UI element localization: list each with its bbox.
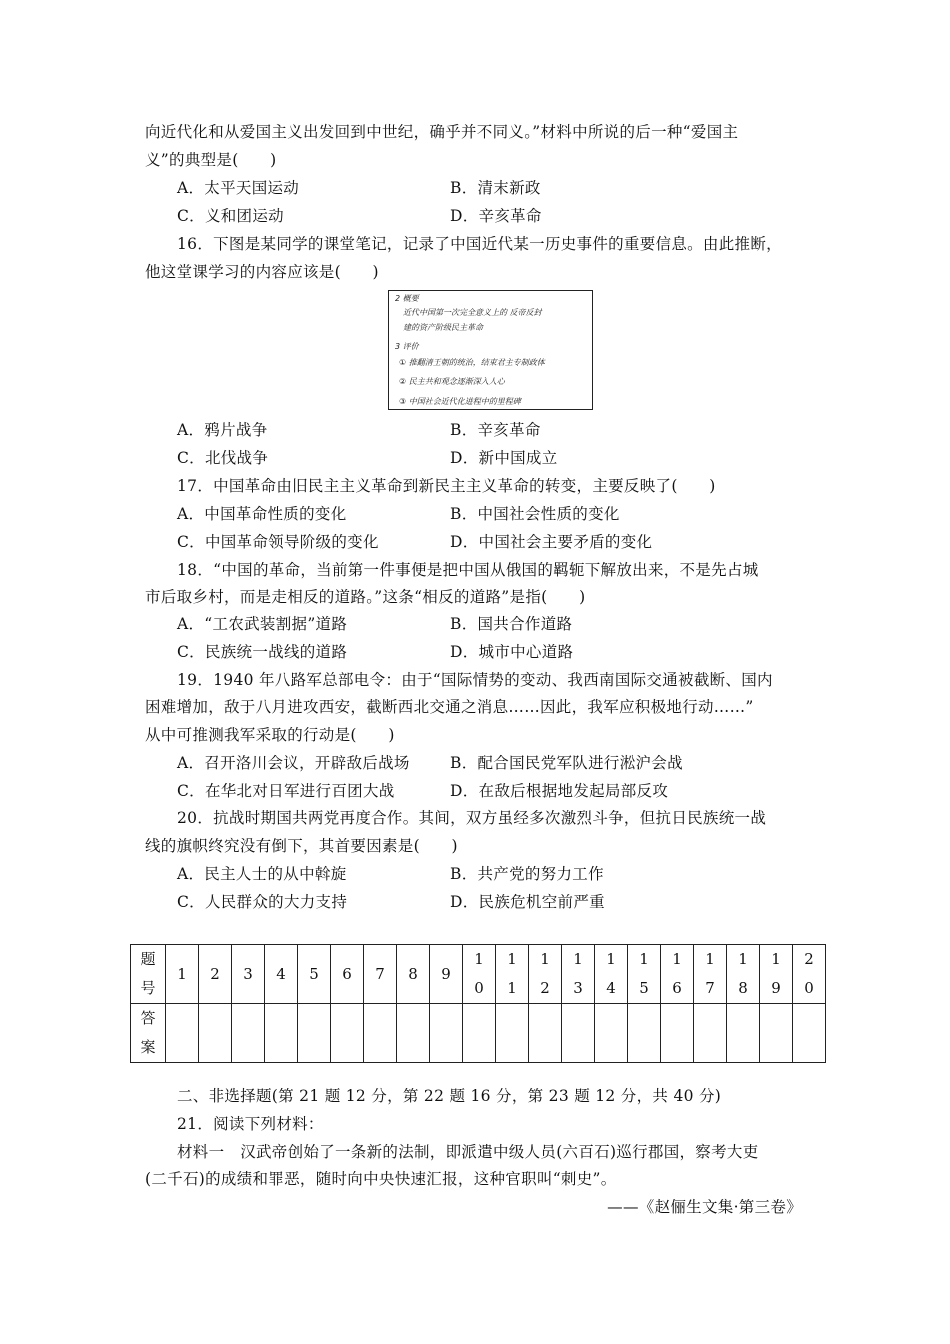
notes-line: ③ 中国社会近代化进程中的里程碑 — [399, 397, 521, 406]
answer-cell[interactable] — [298, 1004, 331, 1063]
number-cell: 1 0 — [463, 945, 496, 1004]
notes-line: 2 概要 — [395, 294, 419, 303]
question-number-row — [131, 945, 826, 1004]
q15-option-b: B．清末新政 — [450, 179, 541, 197]
number-cell: 1 5 — [628, 945, 661, 1004]
number-cell: 4 — [265, 945, 298, 1004]
answer-cell[interactable] — [628, 1004, 661, 1063]
q18-option-a: A．“工农武装割据”道路 — [177, 615, 348, 633]
number-cell: 7 — [364, 945, 397, 1004]
notes-line: 建的资产阶级民主革命 — [403, 323, 483, 332]
q19-option-d: D．在敌后根据地发起局部反攻 — [450, 782, 669, 800]
q16-option-d: D．新中国成立 — [450, 449, 558, 467]
number-cell: 1 9 — [760, 945, 793, 1004]
q20-stem-line-1: 20．抗战时期国共两党再度合作。其间，双方虽经多次激烈斗争，但抗日民族统一战 — [177, 809, 767, 827]
q18-option-b: B．国共合作道路 — [450, 615, 573, 633]
q17-option-a: A．中国革命性质的变化 — [177, 505, 347, 523]
answer-cell[interactable] — [331, 1004, 364, 1063]
answer-cell[interactable] — [727, 1004, 760, 1063]
number-cell: 1 — [166, 945, 199, 1004]
answer-cell[interactable] — [595, 1004, 628, 1063]
answer-cell[interactable] — [463, 1004, 496, 1063]
number-cell: 2 — [199, 945, 232, 1004]
q20-option-a: A．民主人士的从中斡旋 — [177, 865, 347, 883]
number-cell: 6 — [331, 945, 364, 1004]
material-1-source: ——《赵俪生文集·第三卷》 — [607, 1198, 802, 1216]
number-cell: 1 8 — [727, 945, 760, 1004]
notes-line: ② 民主共和观念逐渐深入人心 — [399, 377, 505, 386]
header-cell: 答 案 — [131, 1004, 166, 1063]
q17-option-d: D．中国社会主要矛盾的变化 — [450, 533, 653, 551]
q20-option-c: C．人民群众的大力支持 — [177, 893, 348, 911]
answer-cell[interactable] — [793, 1004, 826, 1063]
number-cell: 3 — [232, 945, 265, 1004]
notes-line: 近代中国第一次完全意义上的 反帝反封 — [403, 308, 542, 317]
number-cell: 1 1 — [496, 945, 529, 1004]
answer-cell[interactable] — [265, 1004, 298, 1063]
answer-cell[interactable] — [397, 1004, 430, 1063]
q21-stem: 21．阅读下列材料： — [177, 1115, 324, 1133]
q19-option-a: A．召开洛川会议，开辟敌后战场 — [177, 754, 410, 772]
number-cell: 1 7 — [694, 945, 727, 1004]
material-1-line-2: (二千石)的成绩和罪恶，随时向中央快速汇报，这种官职叫“刺史”。 — [145, 1170, 617, 1188]
class-notes-image — [388, 290, 593, 410]
answer-table — [130, 944, 826, 1063]
answer-cell[interactable] — [694, 1004, 727, 1063]
header-cell: 题 号 — [131, 945, 166, 1004]
q16-option-b: B．辛亥革命 — [450, 421, 541, 439]
q16-stem-line-1: 16．下图是某同学的课堂笔记，记录了中国近代某一历史事件的重要信息。由此推断， — [177, 235, 782, 253]
q20-option-b: B．共产党的努力工作 — [450, 865, 604, 883]
q17-option-c: C．中国革命领导阶级的变化 — [177, 533, 379, 551]
answer-cell[interactable] — [562, 1004, 595, 1063]
q18-option-c: C．民族统一战线的道路 — [177, 643, 348, 661]
section-2-title: 二、非选择题(第 21 题 12 分，第 22 题 16 分，第 23 题 12 分，共 40 分) — [177, 1087, 722, 1105]
q17-option-b: B．中国社会性质的变化 — [450, 505, 620, 523]
q15-option-a: A．太平天国运动 — [177, 179, 300, 197]
q19-stem-line-1: 19．1940 年八路军总部电令：由于“国际情势的变动、我西南国际交通被截断、国内 — [177, 671, 773, 689]
number-cell: 1 6 — [661, 945, 694, 1004]
q19-option-c: C．在华北对日军进行百团大战 — [177, 782, 395, 800]
q19-option-b: B．配合国民党军队进行淞沪会战 — [450, 754, 683, 772]
answer-cell[interactable] — [166, 1004, 199, 1063]
q16-option-a: A．鸦片战争 — [177, 421, 268, 439]
q18-option-d: D．城市中心道路 — [450, 643, 574, 661]
answer-cell[interactable] — [430, 1004, 463, 1063]
number-cell: 1 2 — [529, 945, 562, 1004]
answer-cell[interactable] — [199, 1004, 232, 1063]
answer-row — [131, 1004, 826, 1063]
number-cell: 1 3 — [562, 945, 595, 1004]
number-cell: 2 0 — [793, 945, 826, 1004]
number-cell: 1 4 — [595, 945, 628, 1004]
answer-cell[interactable] — [661, 1004, 694, 1063]
intro-line-1: 向近代化和从爱国主义出发回到中世纪，确乎并不同义。”材料中所说的后一种“爱国主 — [145, 123, 739, 141]
answer-cell[interactable] — [232, 1004, 265, 1063]
q16-option-c: C．北伐战争 — [177, 449, 269, 467]
q17-stem: 17．中国革命由旧民主主义革命到新民主主义革命的转变，主要反映了( ) — [177, 477, 716, 495]
number-cell: 8 — [397, 945, 430, 1004]
answer-cell[interactable] — [364, 1004, 397, 1063]
notes-line: 3 评价 — [395, 342, 419, 351]
q18-stem-line-2: 市后取乡村，而是走相反的道路。”这条“相反的道路”是指( ) — [145, 588, 586, 606]
answer-cell[interactable] — [529, 1004, 562, 1063]
q18-stem-line-1: 18．“中国的革命，当前第一件事便是把中国从俄国的羁轭下解放出来，不是先占城 — [177, 561, 759, 579]
material-1-line-1: 材料一 汉武帝创始了一条新的法制，即派遣中级人员(六百石)巡行郡国，察考大吏 — [177, 1143, 759, 1161]
intro-line-2: 义”的典型是( ) — [145, 151, 277, 169]
q15-option-d: D．辛亥革命 — [450, 207, 542, 225]
q20-stem-line-2: 线的旗帜终究没有倒下，其首要因素是( ) — [145, 837, 458, 855]
answer-cell[interactable] — [760, 1004, 793, 1063]
notes-line: ① 推翻清王朝的统治，结束君主专制政体 — [399, 358, 545, 367]
q16-stem-line-2: 他这堂课学习的内容应该是( ) — [145, 263, 379, 281]
answer-cell[interactable] — [496, 1004, 529, 1063]
q19-stem-line-3: 从中可推测我军采取的行动是( ) — [145, 726, 395, 744]
q19-stem-line-2: 困难增加，敌于八月进攻西安，截断西北交通之消息……因此，我军应积极地行动……” — [145, 698, 754, 716]
number-cell: 9 — [430, 945, 463, 1004]
q20-option-d: D．民族危机空前严重 — [450, 893, 605, 911]
number-cell: 5 — [298, 945, 331, 1004]
q15-option-c: C．义和团运动 — [177, 207, 284, 225]
